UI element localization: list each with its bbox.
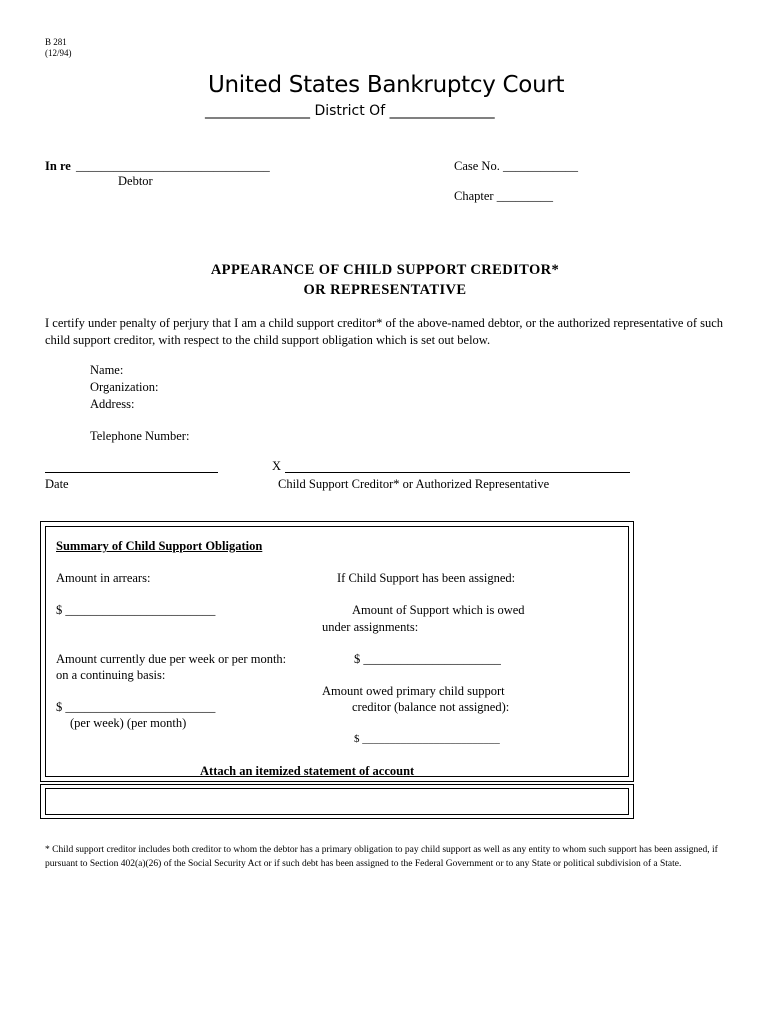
date-line[interactable] xyxy=(45,472,218,473)
owed-label-line2: under assignments: xyxy=(322,620,419,634)
in-re-label: In re xyxy=(45,159,71,173)
signature-line[interactable] xyxy=(285,472,630,473)
court-title: United States Bankruptcy Court xyxy=(208,72,565,98)
chapter-field[interactable]: Chapter _________ xyxy=(454,189,553,203)
current-label-line1: Amount currently due per week or per month: xyxy=(56,652,287,666)
debtor-label: Debtor xyxy=(118,174,153,188)
form-number: B 281 xyxy=(45,37,67,47)
signature-x-mark: X xyxy=(272,459,282,473)
primary-label-line2: creditor (balance not assigned): xyxy=(352,700,510,714)
current-amount-field[interactable]: $ ________________________ xyxy=(56,700,216,714)
signer-label: Child Support Creditor* or Authorized Representative xyxy=(278,477,550,491)
name-label: Name: xyxy=(90,363,124,377)
summary-heading: Summary of Child Support Obligation xyxy=(56,539,263,553)
arrears-label: Amount in arrears: xyxy=(56,571,151,585)
document-title-line2: OR REPRESENTATIVE xyxy=(303,282,467,298)
case-number-field[interactable]: Case No. ____________ xyxy=(454,159,578,173)
attachment-box-inner[interactable] xyxy=(45,788,629,815)
form-date: (12/94) xyxy=(45,48,72,58)
footnote: * Child support creditor includes both creditor to whom the debtor has a primary obligation to pay child support as well as any entity to whom such support has been assigned, if pursuant to Section 402(a)(26) of the Social Security Act or if such debt has been assigned to the Federal Government or to any State or political subdivision of a State. xyxy=(45,845,718,869)
primary-amount-field[interactable]: $ _________________________ xyxy=(354,733,500,745)
address-label: Address: xyxy=(90,397,135,411)
document-title-line1: APPEARANCE OF CHILD SUPPORT CREDITOR* xyxy=(210,262,560,278)
organization-label: Organization: xyxy=(90,380,159,394)
in-re-blank[interactable]: _______________________________ xyxy=(76,159,270,173)
per-period-options[interactable]: (per week) (per month) xyxy=(70,716,187,730)
assigned-label: If Child Support has been assigned: xyxy=(337,571,516,585)
primary-label-line1: Amount owed primary child support xyxy=(322,684,505,698)
owed-amount-field[interactable]: $ ______________________ xyxy=(354,652,501,666)
date-label: Date xyxy=(45,477,69,491)
arrears-field[interactable]: $ ________________________ xyxy=(56,603,216,617)
attach-note: Attach an itemized statement of account xyxy=(200,764,415,778)
certification-text: I certify under penalty of perjury that I am a child support creditor* of the above-named debtor, or the authorized representative of such child support creditor, with respect to the child support obligation which is set out below. xyxy=(45,316,724,347)
district-line: _______________ District Of _______________ xyxy=(205,103,495,119)
telephone-label: Telephone Number: xyxy=(90,429,190,443)
current-label-line2: on a continuing basis: xyxy=(56,668,166,682)
owed-label-line1: Amount of Support which is owed xyxy=(352,603,525,617)
